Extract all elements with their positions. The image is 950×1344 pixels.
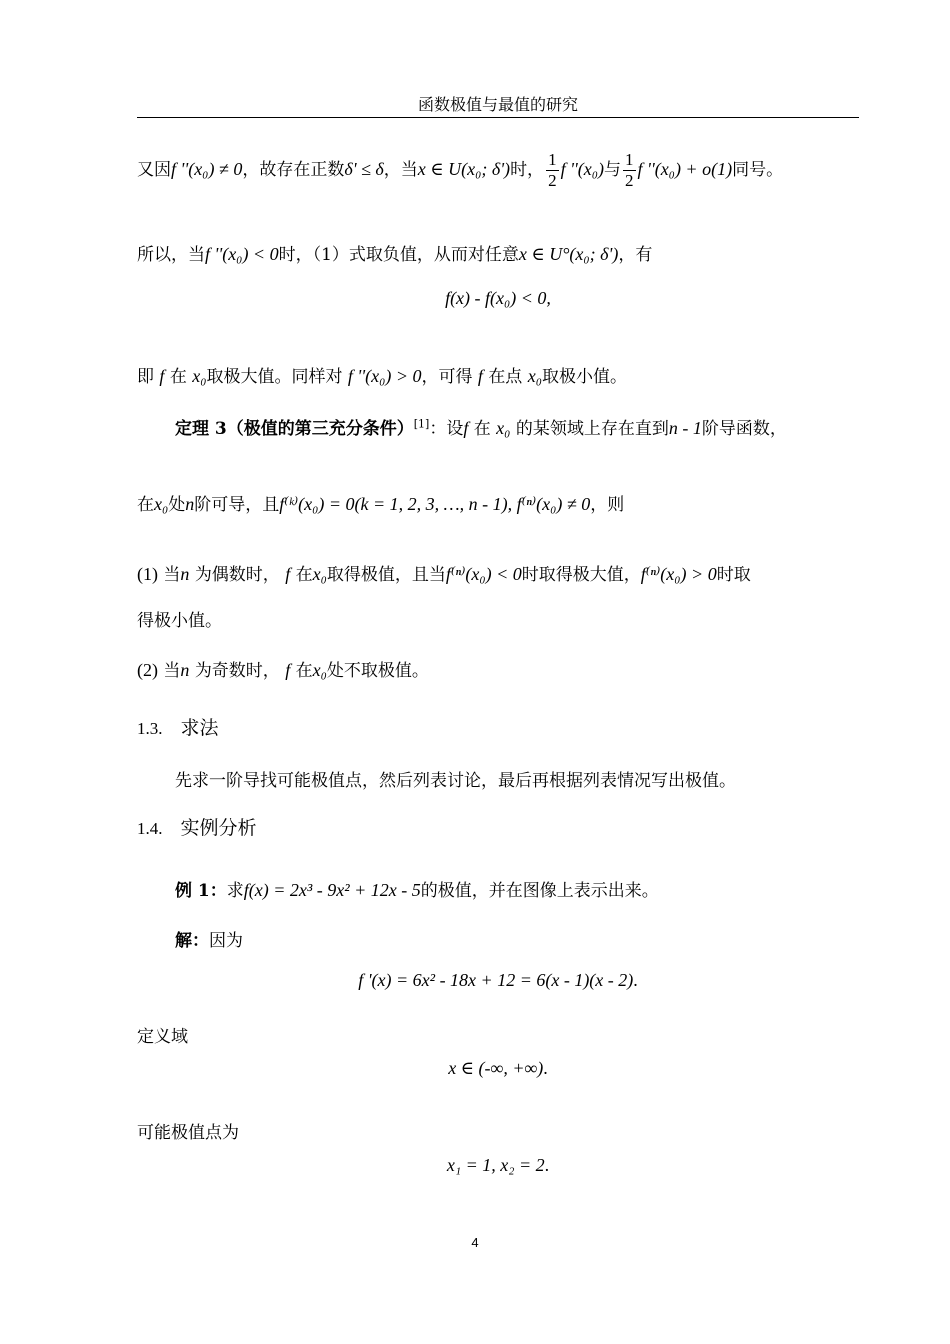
math-inline: x₀ xyxy=(192,366,207,386)
math-inline: f ''(x₀) < 0 xyxy=(205,244,279,264)
paragraph-line-2: 所以，当f ''(x₀) < 0时，（1）式取负值，从而对任意x ∈ U°(x₀; δ')，有 xyxy=(137,244,653,265)
math-inline: x₀ xyxy=(527,366,542,386)
domain-label: 定义域 xyxy=(137,1027,188,1047)
example-1: 例 1：求f(x) = 2x³ - 9x² + 12x - 5的极值，并在图像上表示出来。 xyxy=(175,880,659,901)
solution-label: 解： xyxy=(175,931,209,951)
math-inline: x ∈ U°(x₀; δ') xyxy=(518,244,619,264)
condition-1-continued: 得极小值。 xyxy=(137,611,222,631)
paragraph-line-3: 即 f 在 x₀取极大值。同样对 f ''(x₀) > 0，可得 f 在点 x₀取极小值。 xyxy=(137,366,627,387)
display-equation-4: x₁ = 1, x₂ = 2. xyxy=(446,1155,550,1175)
math-inline: f ''(x₀) ≠ 0 xyxy=(171,159,243,179)
section-heading-1-4: 1.4. 实例分析 xyxy=(137,818,257,839)
math-inline: x ∈ U(x₀; δ') xyxy=(417,159,511,179)
math-inline: f ''(x₀) + o(1) xyxy=(637,159,733,179)
theorem-3: 定理 3（极值的第三充分条件）[1]：设f 在 x₀ 的某领域上存在直到n - 1阶导函数， xyxy=(175,417,787,439)
math-inline: f ''(x₀) xyxy=(560,159,604,179)
math-inline: f xyxy=(159,366,165,386)
section-heading-1-3: 1.3. 求法 xyxy=(137,718,219,739)
math-inline: f ''(x₀) > 0 xyxy=(347,366,422,386)
example-label: 例 1： xyxy=(175,881,227,901)
solution-intro: 解：因为 xyxy=(175,931,243,951)
display-equation-2: f '(x) = 6x² - 18x + 12 = 6(x - 1)(x - 2). xyxy=(358,970,638,990)
paragraph-line-1 xyxy=(137,150,783,191)
condition-2: (2) 当n 为奇数时， f 在x₀处不取极值。 xyxy=(137,660,429,681)
fraction-half: $\frac{1}{2}$ xyxy=(625,150,634,190)
page-number: 4 xyxy=(471,1235,479,1250)
text: 又因 xyxy=(137,160,171,180)
math-inline: f⁽ᵏ⁾(x₀) = 0(k = 1, 2, 3, …, n - 1), f⁽ⁿ⁾(x₀) ≠ 0 xyxy=(279,494,591,514)
display-equation-3: x ∈ (-∞, +∞). xyxy=(448,1058,548,1078)
text: 时， xyxy=(510,160,545,180)
method-paragraph: 先求一阶导找可能极值点，然后列表讨论，最后再根据列表情况写出极值。 xyxy=(175,771,736,791)
math-inline: δ' ≤ δ xyxy=(344,159,384,179)
theorem-title: 定理 3（极值的第三充分条件） xyxy=(175,419,414,439)
text: 同号。 xyxy=(732,160,784,180)
text: 与 xyxy=(604,160,621,180)
points-label: 可能极值点为 xyxy=(137,1123,239,1143)
condition-1: (1) 当n 为偶数时， f 在x₀取得极值，且当f⁽ⁿ⁾(x₀) < 0时取得极大值，f⁽ⁿ⁾(x₀) > 0时取 xyxy=(137,564,751,585)
text: ，故存在正数 xyxy=(242,160,345,180)
math-inline: f(x) = 2x³ - 9x² + 12x - 5 xyxy=(243,880,421,900)
math-inline: f xyxy=(477,366,483,386)
paragraph-line-4: 在x₀处n阶可导，且f⁽ᵏ⁾(x₀) = 0(k = 1, 2, 3, …, n - 1), f⁽ⁿ⁾(x₀) ≠ 0，则 xyxy=(137,494,625,515)
fraction-half: $\frac{1}{2}$ xyxy=(548,150,557,190)
running-header: 函数极值与最值的研究 xyxy=(137,92,859,118)
display-equation-1: f(x) - f(x₀) < 0, xyxy=(445,288,551,308)
text: ，当 xyxy=(383,160,418,180)
citation-ref: [1] xyxy=(413,417,430,431)
